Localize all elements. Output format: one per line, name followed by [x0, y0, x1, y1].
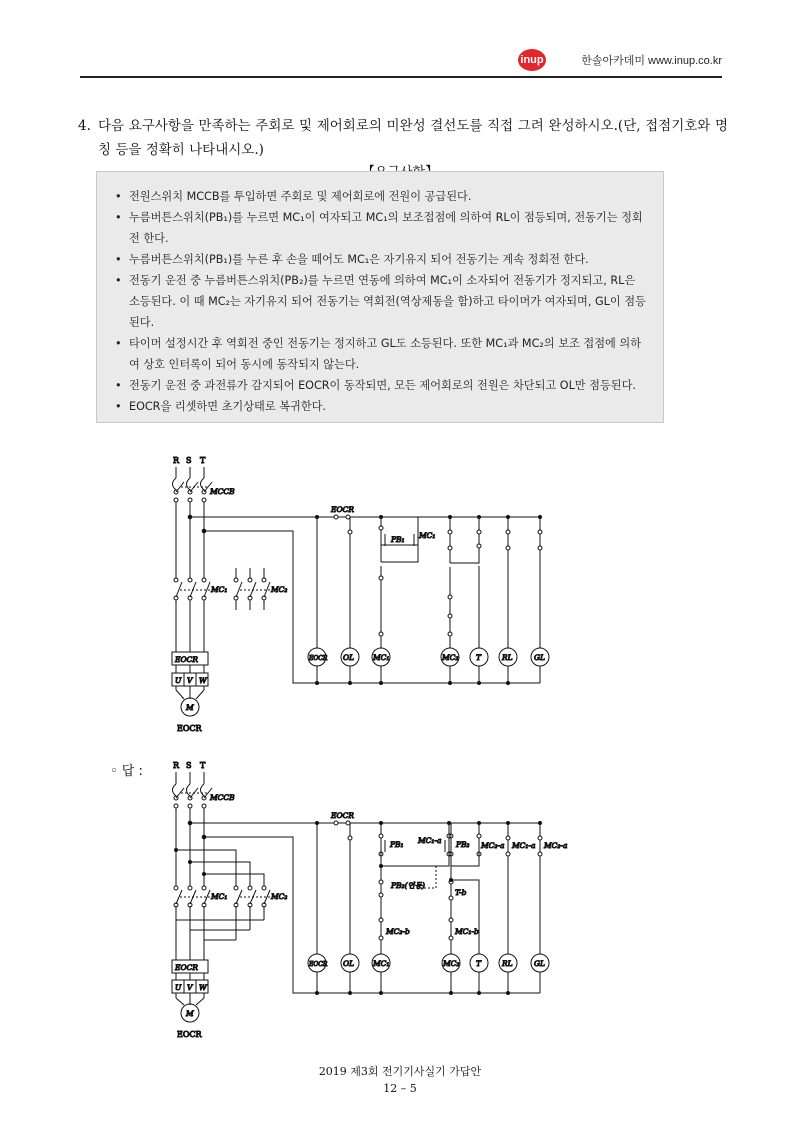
- contact: [538, 530, 542, 534]
- answer-label: ◦ 답 :: [110, 764, 143, 779]
- contact: [538, 546, 542, 550]
- load-mc2: MC₂: [443, 959, 460, 968]
- motor-label: M: [186, 1009, 194, 1018]
- phase-r-label: R: [173, 761, 180, 770]
- mc2-label: MC₂: [271, 892, 288, 901]
- load-t: T: [476, 959, 482, 968]
- phase-lines-top: [176, 772, 204, 784]
- inup-logo: inup: [518, 49, 546, 71]
- mc1-main-contacts: [174, 578, 210, 600]
- mc1-main-contacts: [174, 886, 210, 907]
- requirement-item: • 전동기 운전 중 누름버튼스위치(PB₂)를 누르면 연동에 의하여 MC₁이 소자되어 전동기가 정지되고, RL은 소등된다. 이 때 MC₂는 자기유지 되어 전동기는 역회전(역상제동을 함)하고 타이머가 여자되며, GL이 점등된다.: [129, 270, 647, 333]
- motor-caption: EOCR: [177, 1030, 202, 1039]
- mccb-arcs: [173, 784, 205, 796]
- load-gl: GL: [534, 653, 545, 662]
- junction-dot: [202, 529, 206, 533]
- phase-lines-main: [176, 808, 204, 886]
- eocr-b-contact: [348, 530, 352, 534]
- terminal-w: W: [199, 676, 207, 685]
- eocr-contact: [346, 515, 350, 519]
- mccb-contact: [188, 498, 192, 502]
- phase-r-label: R: [173, 456, 180, 465]
- load-eocr: EOCR: [309, 961, 328, 968]
- mc1-label: MC₁: [211, 892, 228, 901]
- mc1b-label: MC₁-b: [455, 927, 479, 936]
- brand-text: 한솔아카데미 www.inup.co.kr: [581, 55, 722, 67]
- pb2-label: PB₂: [456, 840, 470, 849]
- eocr-label: EOCR: [331, 505, 355, 514]
- mc2a-label: MC₂-a: [481, 841, 505, 850]
- requirement-item: • 타이머 설정시간 후 역회전 중인 전동기는 정지하고 GL도 소등된다. 또한 MC₁과 MC₂의 보조 접점에 의하여 상호 인터록이 되어 동시에 동작되지 않는다.: [129, 333, 647, 375]
- mc2a-gl-label: MC₂-a: [544, 841, 568, 850]
- pb1-label: PB₁: [390, 840, 404, 849]
- load-ol: OL: [343, 959, 355, 968]
- mc2-label: MC₂: [271, 585, 288, 594]
- tb-label: T-b: [455, 888, 467, 897]
- pb1-label: PB₁: [391, 535, 405, 544]
- phase-lines-top: [176, 467, 204, 478]
- eocr-contact: [334, 515, 338, 519]
- mccb-arcs: [173, 478, 205, 490]
- page-number: 12 – 5: [383, 1082, 417, 1095]
- junction-dot: [188, 515, 192, 519]
- phase-lines-main: [176, 502, 204, 578]
- load-mc1: MC₁: [373, 653, 390, 662]
- mccb-contact: [202, 498, 206, 502]
- mccb-contact: [174, 498, 178, 502]
- mc2b-label: MC₂-b: [386, 927, 410, 936]
- load-eocr: EOCR: [309, 655, 328, 662]
- requirement-item: • 전원스위치 MCCB를 투입하면 주회로 및 제어회로에 전원이 공급된다.: [129, 186, 647, 207]
- terminal-v: V: [187, 983, 193, 992]
- requirement-item: • 누름버튼스위치(PB₁)를 누른 후 손을 떼어도 MC₁은 자기유지 되어 전동기는 계속 정회전 한다.: [129, 249, 647, 270]
- requirement-item: • 전동기 운전 중 과전류가 감지되어 EOCR이 동작되면, 모든 제어회로의 전원은 차단되고 OL만 점등된다.: [129, 375, 647, 396]
- load-ol: OL: [343, 653, 355, 662]
- phase-lines-lower: [176, 600, 204, 652]
- question-number: 4.: [78, 118, 91, 134]
- mc1a-rl-label: MC₁-a: [512, 841, 536, 850]
- terminal-u: U: [175, 676, 182, 685]
- phase-lines-lower: [176, 907, 204, 960]
- diagram-incomplete: [172, 456, 549, 733]
- question-text: 다음 요구사항을 만족하는 주회로 및 제어회로의 미완성 결선도를 직접 그려 완성하시오.(단, 접점기호와 명칭 등을 정확히 나타내시오.): [98, 118, 728, 158]
- phase-t-label: T: [200, 761, 206, 770]
- contact: [506, 530, 510, 534]
- requirement-item: • 누름버튼스위치(PB₁)를 누르면 MC₁이 여자되고 MC₁의 보조접점에 의하여 RL이 점등되며, 전동기는 정회전 한다.: [129, 207, 647, 249]
- phase-s-label: S: [186, 456, 192, 465]
- load-t: T: [476, 653, 482, 662]
- phase-t-label: T: [200, 456, 206, 465]
- diagram-answer: [172, 761, 567, 1039]
- terminal-w: W: [199, 983, 207, 992]
- contact: [506, 546, 510, 550]
- mc1-label: MC₁: [211, 585, 228, 594]
- terminal-u: U: [175, 983, 182, 992]
- mc2-main-contacts: [234, 886, 270, 907]
- motor-label: M: [186, 703, 194, 712]
- pb2-link-label: PB₂(연동): [391, 881, 425, 890]
- phase-s-label: S: [186, 761, 192, 770]
- requirement-item: • EOCR을 리셋하면 초기상태로 복귀한다.: [129, 396, 647, 417]
- mc2-main-contacts: [234, 568, 270, 610]
- mccb-label: MCCB: [210, 487, 235, 496]
- motor-caption: EOCR: [177, 724, 202, 733]
- eocr-label: EOCR: [331, 811, 355, 820]
- load-mc2: MC₂: [442, 653, 459, 662]
- terminal-v: V: [187, 676, 193, 685]
- load-rl: RL: [502, 959, 513, 968]
- eocr-box-label: EOCR: [175, 655, 199, 664]
- footer-title: 2019 제3회 전기기사실기 가답안: [318, 1065, 482, 1078]
- eocr-box-label: EOCR: [175, 963, 199, 972]
- mccb-label: MCCB: [210, 793, 235, 802]
- mc1-aux-label: MC₁: [419, 531, 436, 540]
- load-rl: RL: [502, 653, 513, 662]
- load-gl: GL: [534, 959, 545, 968]
- load-mc1: MC₁: [373, 959, 390, 968]
- mc1a-label: MC₁-a: [418, 836, 442, 845]
